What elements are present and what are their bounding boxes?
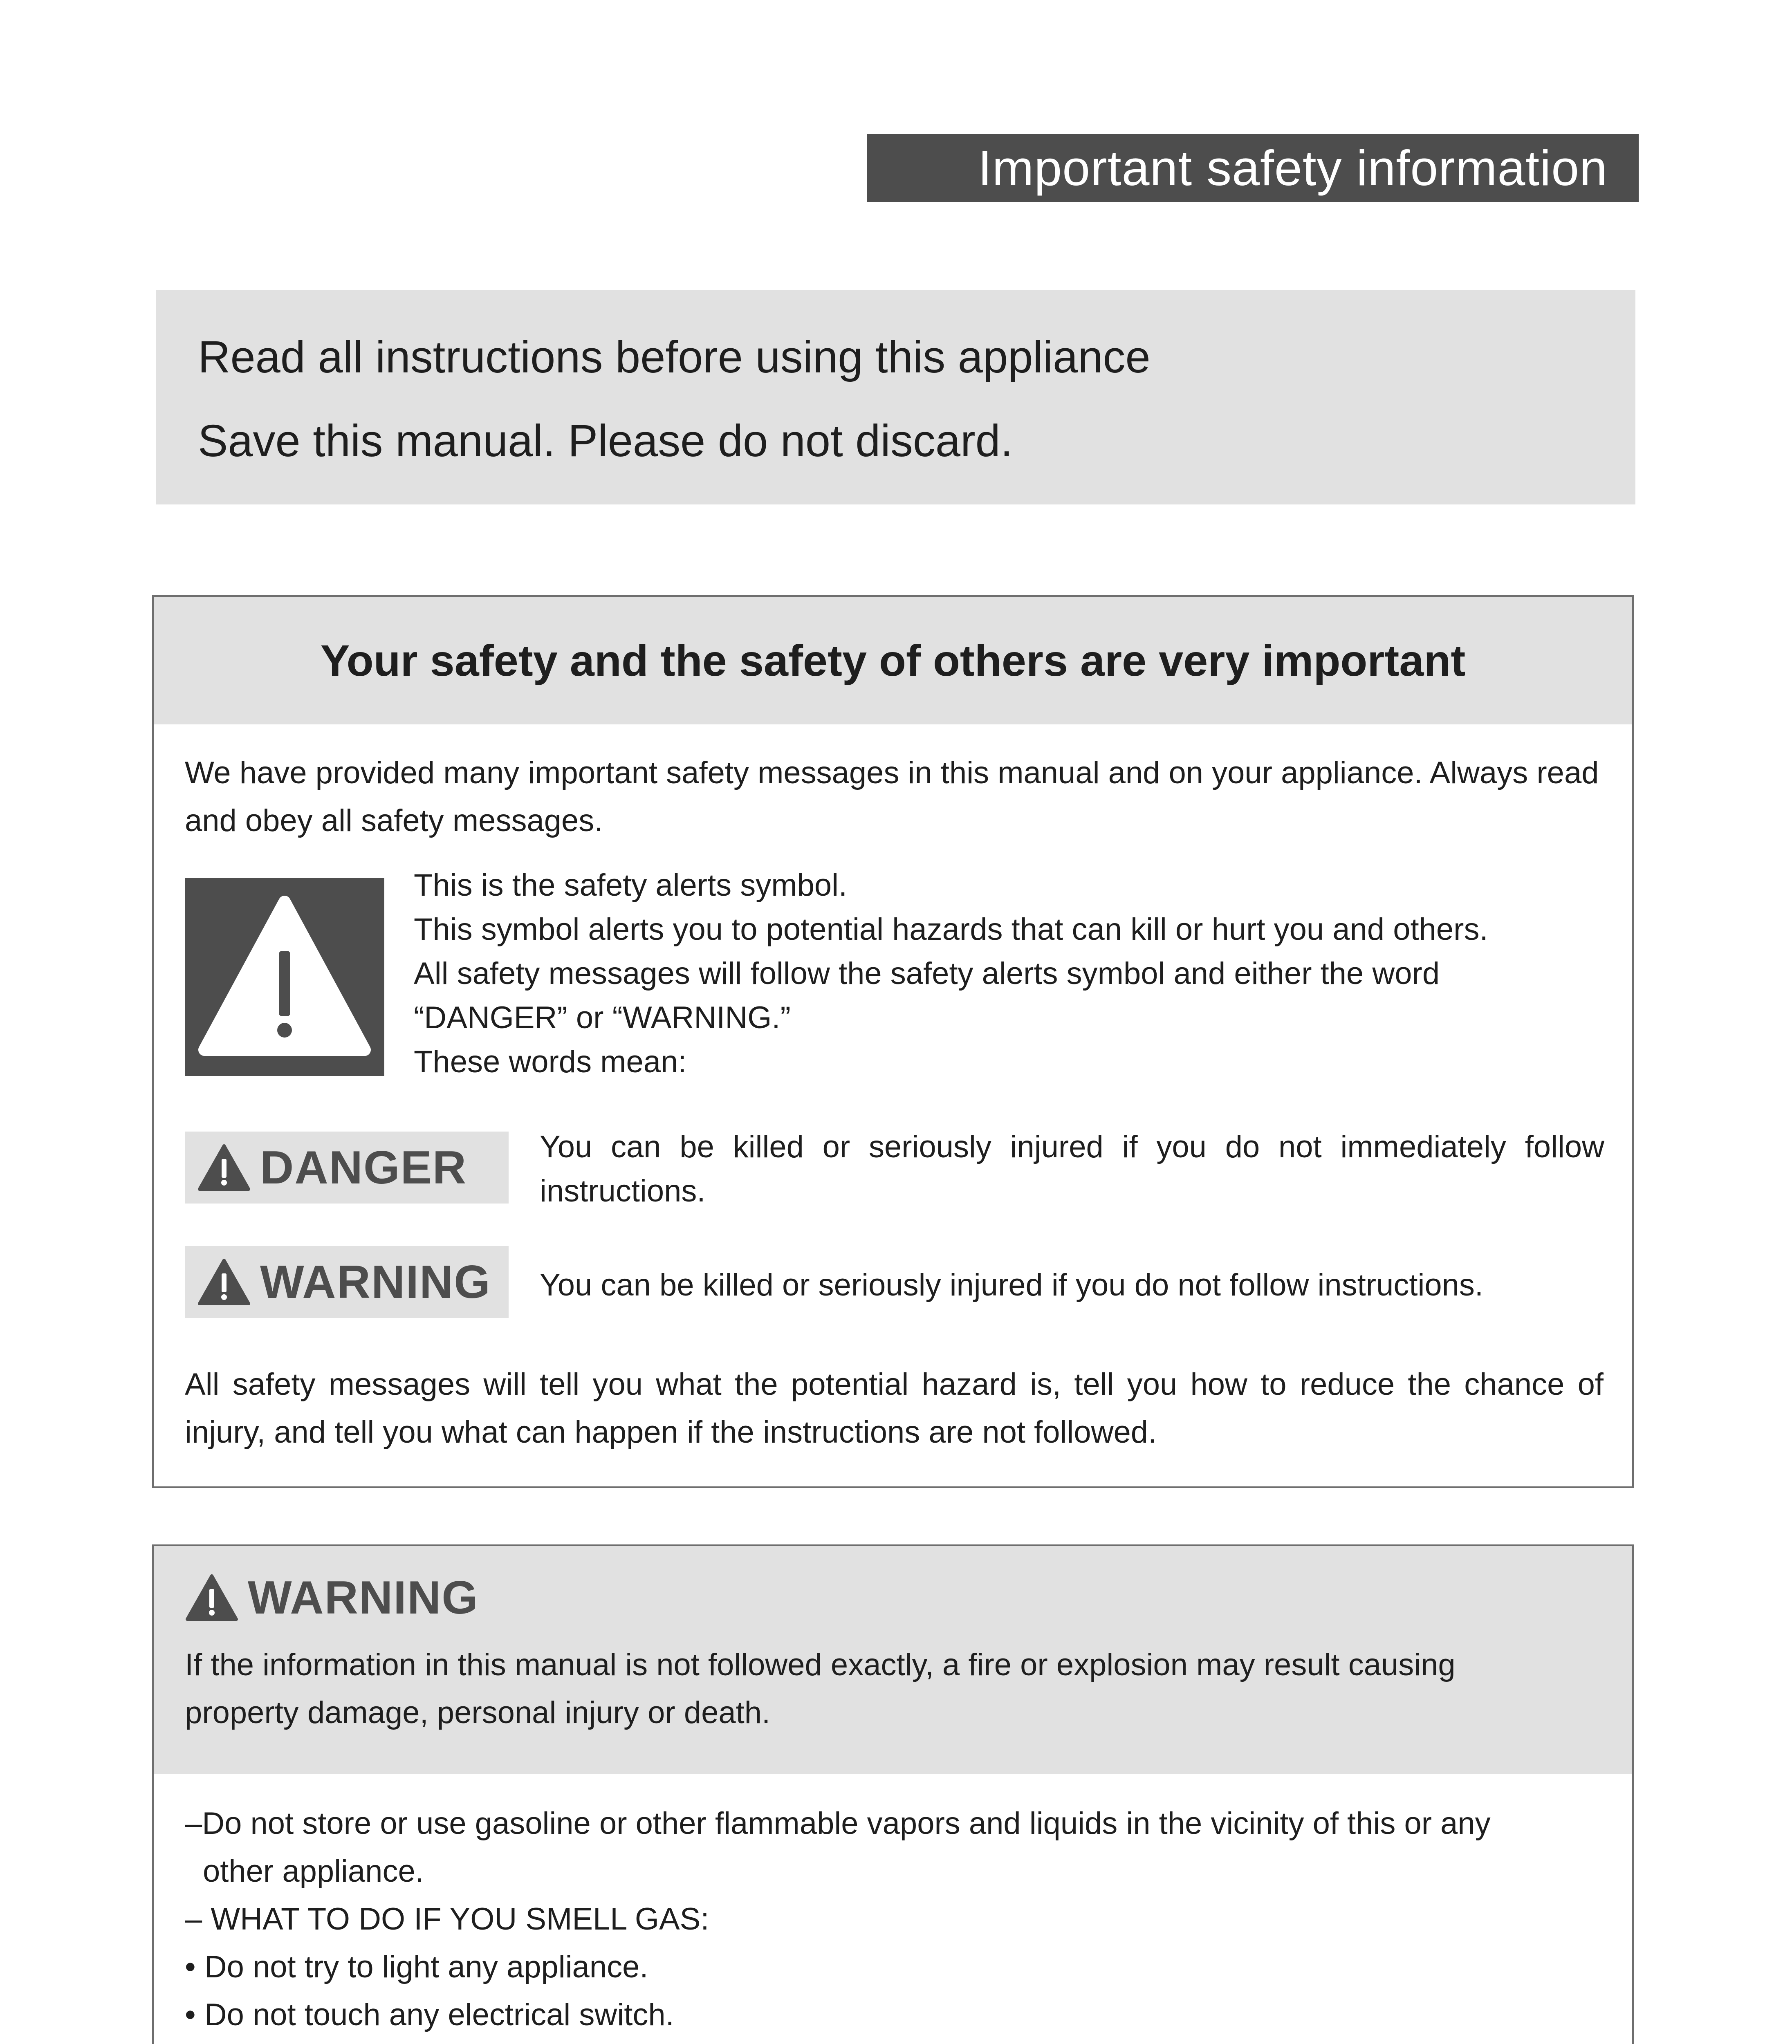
alert-symbol-explanation: [414, 863, 1599, 1084]
danger-description: You can be killed or seriously injured if you do not immediately follow instructions.: [540, 1130, 1604, 1208]
intro-line-2: Save this manual. Please do not discard.: [198, 416, 1013, 466]
alert-line: All safety messages will follow the safety alerts symbol and either the word: [414, 956, 1440, 991]
warning-section: [152, 1544, 1634, 2044]
list-item: [185, 2039, 1632, 2044]
list-item: • Do not touch any electrical switch.: [185, 1997, 674, 2032]
page-title: Important safety information: [867, 134, 1639, 202]
safety-outro-text: All safety messages will tell you what the potential hazard is, tell you how to reduce the chance of injury, and tell you what can happen if the instructions are not followed.: [185, 1367, 1604, 1450]
alert-line: “DANGER” or “WARNING.”: [414, 1000, 791, 1035]
list-item: –Do not store or use gasoline or other flammable vapors and liquids in the vicinity of this or any: [185, 1806, 1491, 1841]
alert-line: This is the safety alerts symbol.: [414, 868, 848, 903]
warning-title-text: WARNING: [248, 1571, 479, 1624]
warning-summary: If the information in this manual is not followed exactly, a fire or explosion may result causing property damage, personal injury or death.: [185, 1647, 1456, 1730]
warning-triangle-icon: [197, 1258, 251, 1306]
warning-triangle-icon: [185, 878, 384, 1076]
warning-triangle-icon: [197, 1143, 251, 1192]
warning-word: WARNING: [260, 1256, 491, 1308]
warning-list: [154, 1774, 1632, 2044]
danger-label: [185, 1132, 509, 1204]
alert-line: This symbol alerts you to potential hazards that can kill or hurt you and others.: [414, 912, 1488, 947]
safety-intro-text: We have provided many important safety messages in this manual and on your appliance. Always read and obey all safety messages.: [185, 755, 1599, 838]
list-item: – WHAT TO DO IF YOU SMELL GAS:: [185, 1902, 709, 1936]
warning-triangle-icon: [185, 1573, 239, 1622]
list-item: other appliance.: [203, 1854, 424, 1889]
warning-title: [185, 1569, 1632, 1626]
safety-section: [152, 595, 1634, 1488]
warning-header: [154, 1546, 1632, 1774]
alert-line: These words mean:: [414, 1044, 687, 1079]
safety-heading: Your safety and the safety of others are very important: [154, 597, 1632, 724]
danger-word: DANGER: [260, 1141, 467, 1194]
warning-description: You can be killed or seriously injured if you do not follow instructions.: [540, 1268, 1484, 1302]
list-item: • Do not try to light any appliance.: [185, 1950, 648, 1984]
warning-label: [185, 1246, 509, 1318]
intro-notice: [156, 290, 1635, 504]
intro-line-1: Read all instructions before using this appliance: [198, 332, 1151, 382]
